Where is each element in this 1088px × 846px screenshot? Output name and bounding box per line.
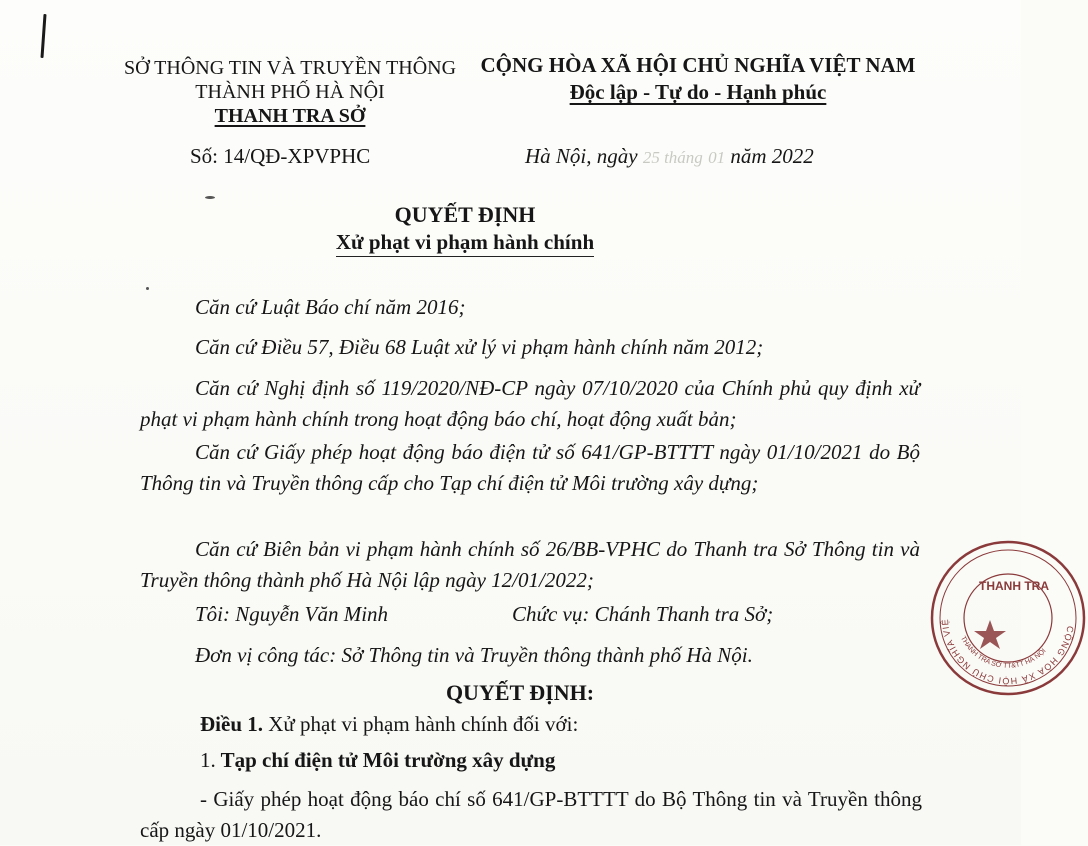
agency-line-1: SỞ THÔNG TIN VÀ TRUYỀN THÔNG (123, 57, 457, 79)
legal-basis-text: Căn cứ Điều 57, Điều 68 Luật xử lý vi phạm hành chính năm 2012; (195, 335, 764, 359)
legal-basis-text: Căn cứ Giấy phép hoạt động báo điện tử số 641/GP-BTTTT ngày 01/10/2021 do Bộ Thông tin và Truyền thông cấp cho Tạp chí điện tử Môi trường xây dựng; (140, 440, 920, 495)
agency-line-2: THÀNH PHỐ HÀ NỘI (195, 81, 385, 103)
legal-basis-text: Căn cứ Nghị định số 119/2020/NĐ-CP ngày 07/10/2020 của Chính phủ quy định xử phạt vi phạm hành chính trong hoạt động báo chí, hoạt động xuất bản; (140, 376, 920, 431)
legal-basis-5 (140, 534, 920, 596)
legal-basis-text: Căn cứ Biên bản vi phạm hành chính số 26/BB-VPHC do Thanh tra Sở Thông tin và Truyền thông thành phố Hà Nội lập ngày 12/01/2022; (140, 537, 920, 592)
document-number: Số: 14/QĐ-XPVPHC (190, 144, 371, 168)
legal-basis-4 (140, 437, 920, 499)
national-header (478, 52, 918, 106)
item-1 (200, 748, 555, 773)
nation-name: CỘNG HÒA XÃ HỘI CHỦ NGHĨA VIỆT NAM (480, 53, 916, 77)
date-month: 01 (708, 148, 726, 167)
issuing-agency (110, 56, 470, 128)
signer-position: Chức vụ: Chánh Thanh tra Sở; (512, 602, 774, 626)
decision-heading: QUYẾT ĐỊNH: (445, 680, 595, 705)
seal-outer-ring (932, 542, 1084, 694)
seal-inner-text: THANH TRA (979, 579, 1049, 593)
ink-speck (205, 196, 215, 199)
pen-mark (40, 14, 46, 58)
item-1-number: 1. (200, 748, 216, 772)
ink-speck (146, 287, 149, 290)
item-1-detail-text: - Giấy phép hoạt động báo chí số 641/GP-BTTTT do Bộ Thông tin và Truyền thông cấp ngày 01/10/2021. (140, 787, 922, 842)
article-1 (200, 712, 578, 737)
article-1-text: Xử phạt vi phạm hành chính đối với: (268, 712, 579, 736)
item-1-title: Tạp chí điện tử Môi trường xây dựng (220, 748, 556, 772)
legal-basis-2 (140, 332, 920, 363)
legal-basis-1 (140, 292, 920, 323)
agency-line-3: THANH TRA SỞ (214, 105, 366, 127)
date-day: 25 tháng (642, 148, 703, 167)
signer-name: Tôi: Nguyễn Văn Minh (195, 602, 389, 626)
legal-basis-3 (140, 373, 920, 435)
legal-basis-text: Căn cứ Luật Báo chí năm 2016; (195, 295, 466, 319)
date-year: năm 2022 (730, 144, 814, 168)
date-prefix: Hà Nội, ngày (525, 144, 638, 168)
seal-lower-text: THANH TRA SỞ TT&TT HÀ NỘI (958, 635, 1048, 670)
signer-unit: Đơn vị công tác: Sở Thông tin và Truyền thông thành phố Hà Nội. (195, 643, 753, 667)
seal-star-icon (974, 620, 1006, 649)
item-1-detail (140, 784, 922, 846)
date-line (525, 144, 814, 169)
document-title: QUYẾT ĐỊNH (394, 202, 536, 227)
document-subtitle (250, 230, 680, 255)
article-1-label: Điều 1. (200, 712, 263, 736)
subtitle-text: Xử phạt vi phạm hành chính (336, 230, 594, 257)
official-seal (923, 530, 1088, 698)
national-motto: Độc lập - Tự do - Hạnh phúc (569, 80, 827, 104)
seal-ring-text: CỘNG HÒA XÃ HỘI CHỦ NGHĨA VIỆT NAM (923, 530, 1076, 687)
